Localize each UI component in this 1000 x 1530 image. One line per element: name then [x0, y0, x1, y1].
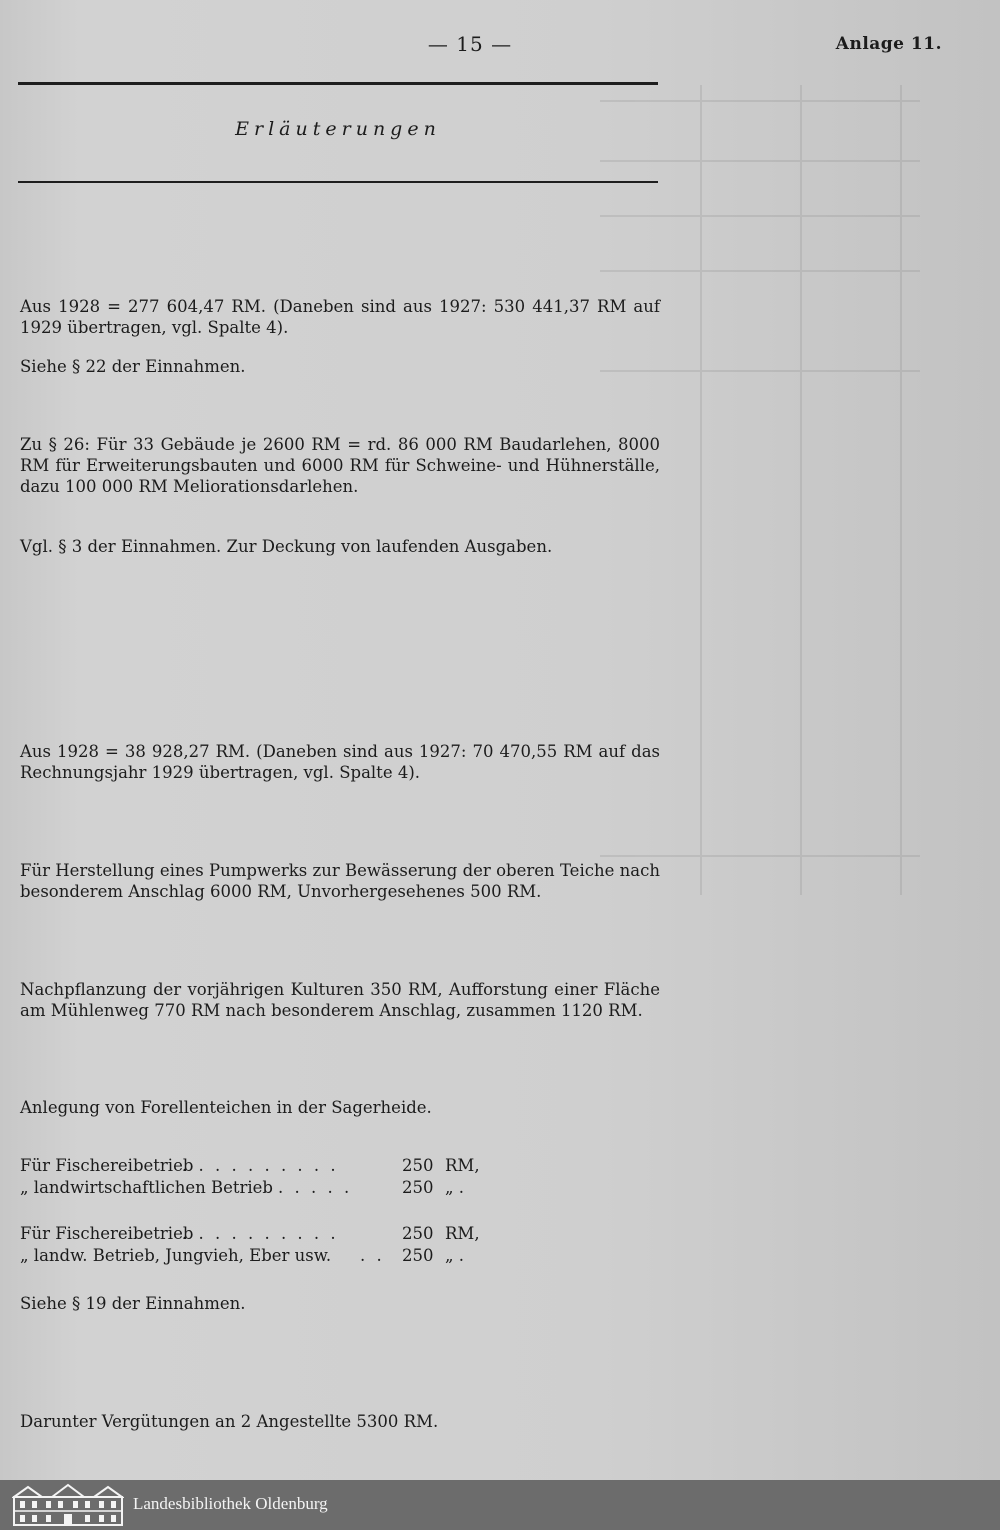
note-reforestation: Nachpflanzung der vorjährigen Kulturen 350 RM, Aufforstung einer Fläche am Mühlenweg 770 RM nach besonderem Anschlag, zusammen 1120 RM.: [20, 980, 660, 1020]
leader-dots: . . . . . . . . . .: [182, 1156, 339, 1175]
section-title: Erläuterungen: [235, 118, 441, 140]
allocation-label: Für Fischereibetrieb: [20, 1224, 194, 1243]
library-building-icon: [12, 1483, 124, 1527]
note-carryover-1928: Aus 1928 = 277 604,47 RM. (Daneben sind aus 1927: 530 441,37 RM auf 1929 übertragen, vgl. Spalte 4).: [20, 297, 660, 337]
allocation-amount: 250: [402, 1156, 434, 1175]
allocation-row: [20, 1177, 480, 1199]
leader-dots: . . . . . . . . . .: [182, 1224, 339, 1243]
allocation-row: [20, 1223, 480, 1245]
allocation-label: „ landw. Betrieb, Jungvieh, Eber usw.: [20, 1246, 332, 1265]
allocation-label: „ landwirtschaftlichen Betrieb: [20, 1178, 273, 1197]
note-see-section-19: Siehe § 19 der Einnahmen.: [20, 1294, 246, 1313]
leader-dots: . . . . .: [278, 1178, 353, 1197]
allocation-amount: 250: [402, 1178, 434, 1197]
leader-dots: . .: [360, 1246, 385, 1265]
heading-rule: [18, 181, 658, 183]
note-carryover-1928-b: Aus 1928 = 38 928,27 RM. (Daneben sind aus 1927: 70 470,55 RM auf das Rechnungsjahr 1929 übertragen, vgl. Spalte 4).: [20, 742, 660, 782]
allocation-amount: 250: [402, 1246, 434, 1265]
allocation-unit: RM,: [445, 1224, 480, 1243]
page-number: — 15 —: [427, 32, 513, 56]
allocation-unit: „ .: [445, 1178, 465, 1197]
footer-bar: [0, 1480, 1000, 1530]
note-trout-ponds: Anlegung von Forellenteichen in der Sagerheide.: [20, 1098, 432, 1117]
note-section-26-loans: Zu § 26: Für 33 Gebäude je 2600 RM = rd. 86 000 RM Baudarlehen, 8000 RM für Erweiterungsbauten und 6000 RM für Schweine- und Hühnerställe, dazu 100 000 RM Meliorationsdarlehen.: [20, 435, 660, 496]
note-see-section-22: Siehe § 22 der Einnahmen.: [20, 357, 246, 376]
allocation-unit: „ .: [445, 1246, 465, 1265]
library-name: Landesbibliothek Oldenburg: [133, 1494, 328, 1513]
note-staff-compensation: Darunter Vergütungen an 2 Angestellte 5300 RM.: [20, 1412, 439, 1431]
note-see-section-3: Vgl. § 3 der Einnahmen. Zur Deckung von laufenden Ausgaben.: [20, 537, 553, 556]
allocation-unit: RM,: [445, 1156, 480, 1175]
allocation-row: [20, 1155, 480, 1177]
top-rule: [18, 82, 658, 85]
allocation-row: [20, 1245, 480, 1267]
allocation-label: Für Fischereibetrieb: [20, 1156, 194, 1175]
note-pumping-station: Für Herstellung eines Pumpwerks zur Bewässerung der oberen Teiche nach besonderem Anschlag 6000 RM, Unvorhergesehenes 500 RM.: [20, 861, 660, 901]
annex-label: Anlage 11.: [835, 34, 942, 54]
allocation-amount: 250: [402, 1224, 434, 1243]
